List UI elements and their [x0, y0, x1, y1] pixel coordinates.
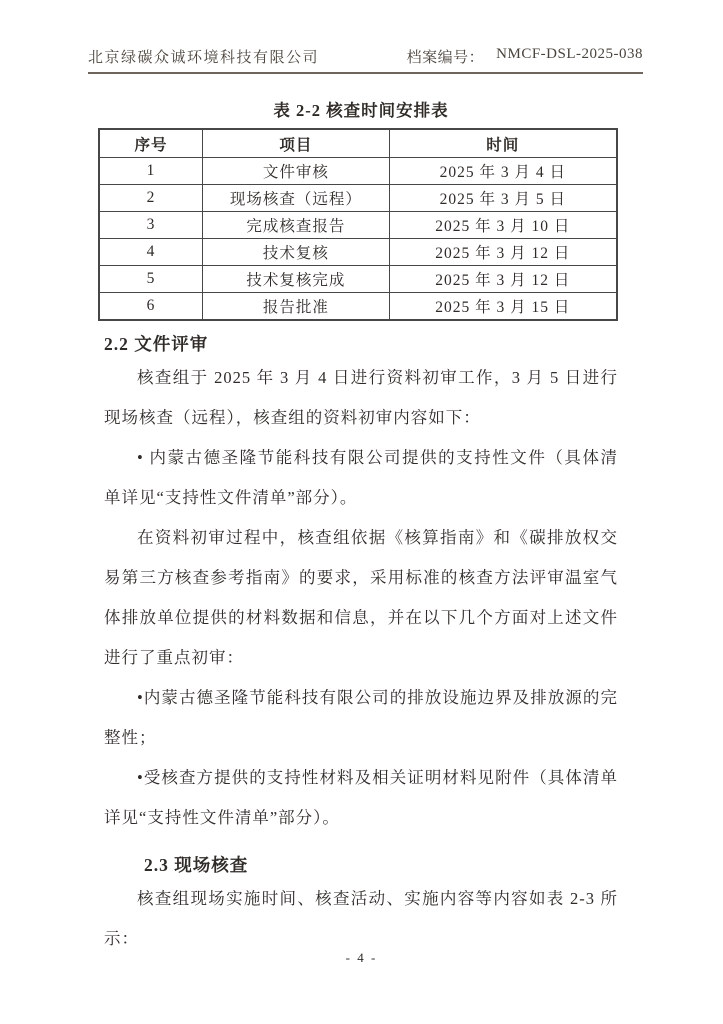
- paragraph-review-method: 在资料初审过程中，核查组依据《核算指南》和《碳排放权交易第三方核查参考指南》的要求，采用标准的核查方法评审温室气体排放单位提供的材料数据和信息，并在以下几个方面对上述文件进行了重点初审：: [104, 528, 618, 667]
- bullet-supporting-documents: • 内蒙古德圣隆节能科技有限公司提供的支持性文件（具体清单详见“支持性文件清单”部分）。: [104, 448, 618, 507]
- table-row: [99, 185, 617, 212]
- bullet-boundary-completeness: •内蒙古德圣隆节能科技有限公司的排放设施边界及排放源的完整性；: [104, 688, 618, 747]
- cell-no: 4: [99, 239, 203, 266]
- paragraph-onsite-verification: 核查组现场实施时间、核查活动、实施内容等内容如表 2-3 所示：: [104, 889, 618, 948]
- cell-item: 文件审核: [203, 158, 389, 185]
- archive-number-group: [407, 46, 643, 67]
- table-row: [99, 212, 617, 239]
- running-header: [88, 46, 643, 74]
- table-row: [99, 266, 617, 293]
- cell-no: 1: [99, 158, 203, 185]
- archive-label: 档案编号：: [406, 50, 485, 66]
- cell-item: 现场核查（远程）: [203, 185, 389, 212]
- archive-number: NMCF-DSL-2025-038: [496, 46, 643, 62]
- cell-time: 2025 年 3 月 12 日: [389, 239, 617, 266]
- cell-item: 技术复核: [203, 239, 389, 266]
- column-header-time: 时间: [389, 129, 617, 158]
- verification-schedule-table: [98, 128, 618, 321]
- cell-time: 2025 年 3 月 12 日: [389, 266, 617, 293]
- cell-item: 技术复核完成: [203, 266, 389, 293]
- table-header-row: [99, 129, 617, 158]
- paragraph-document-review-intro: 核查组于 2025 年 3 月 4 日进行资料初审工作，3 月 5 日进行现场核查（远程），核查组的资料初审内容如下：: [104, 368, 618, 427]
- cell-item: 完成核查报告: [203, 212, 389, 239]
- cell-no: 2: [99, 185, 203, 212]
- cell-no: 6: [99, 293, 203, 321]
- cell-time: 2025 年 3 月 4 日: [389, 158, 617, 185]
- section-heading-2-3: 2.3 现场核查: [144, 855, 249, 875]
- document-body: [104, 97, 618, 959]
- table-row: [99, 158, 617, 185]
- company-name: 北京绿碳众诚环境科技有限公司: [88, 50, 320, 66]
- cell-time: 2025 年 3 月 10 日: [389, 212, 617, 239]
- cell-time: 2025 年 3 月 15 日: [389, 293, 617, 321]
- cell-no: 3: [99, 212, 203, 239]
- column-header-no: 序号: [99, 129, 203, 158]
- cell-item: 报告批准: [203, 293, 389, 321]
- cell-time: 2025 年 3 月 5 日: [389, 185, 617, 212]
- column-header-item: 项目: [203, 129, 389, 158]
- section-heading-2-2: 2.2 文件评审: [104, 334, 209, 354]
- table-caption: 表 2-2 核查时间安排表: [273, 101, 449, 120]
- cell-no: 5: [99, 266, 203, 293]
- page-number: - 4 -: [345, 950, 378, 965]
- table-row: [99, 239, 617, 266]
- bullet-supporting-materials: •受核查方提供的支持性材料及相关证明材料见附件（具体清单详见“支持性文件清单”部分）。: [104, 768, 618, 827]
- table-row: [99, 293, 617, 321]
